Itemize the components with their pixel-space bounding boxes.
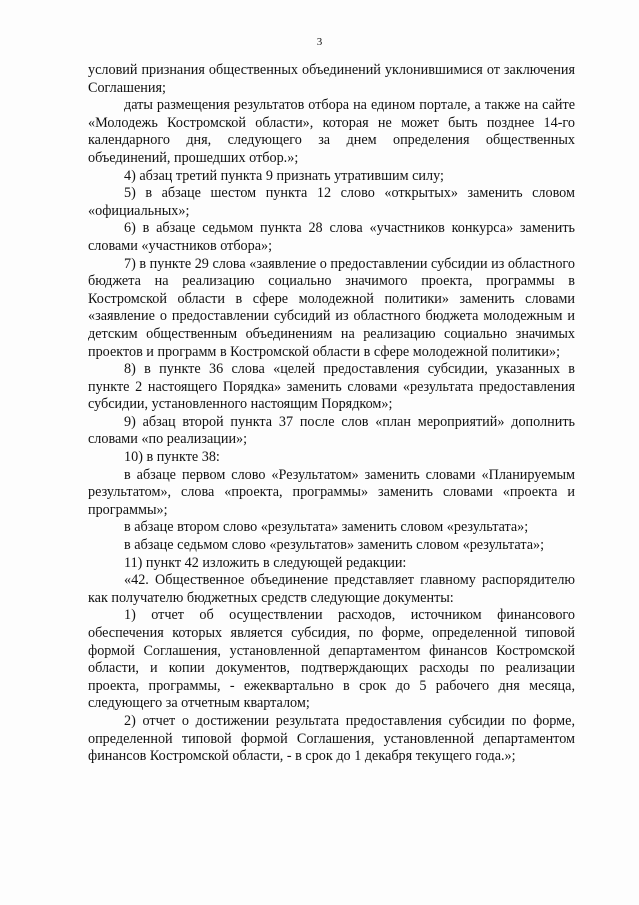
paragraph: 4) абзац третий пункта 9 признать утратившим силу; bbox=[124, 167, 444, 184]
paragraph: в абзаце седьмом слово «результатов» заменить словом «результата»; bbox=[124, 537, 545, 554]
paragraph: в абзаце втором слово «результата» заменить словом «результата»; bbox=[124, 519, 529, 536]
paragraph: 9) абзац второй пункта 37 после слов «план мероприятий» дополнить словами «по реализации»; bbox=[88, 413, 575, 448]
paragraph: 11) пункт 42 изложить в следующей редакции: bbox=[124, 554, 407, 571]
paragraph: даты размещения результатов отбора на едином портале, а также на сайте «Молодежь Костромской области», которая не может быть позднее 14-го календарного дня, следующего за днем определения общественных объединений, прошедших отбор.»; bbox=[88, 97, 575, 166]
paragraph: 1) отчет об осуществлении расходов, источником финансового обеспечения которых является субсидия, по форме, определенной типовой формой Соглашения, установленной департаментом финансов Костромской области, и копии документов, подтверждающих расходы по реализации проекта, программы, - ежеквартально в срок до 5 рабочего дня месяца, следующего за отчетным кварталом; bbox=[88, 607, 575, 712]
paragraph: 5) в абзаце шестом пункта 12 слово «открытых» заменить словом «официальных»; bbox=[88, 185, 575, 219]
document-body bbox=[88, 62, 575, 766]
paragraph: 6) в абзаце седьмом пункта 28 слова «участников конкурса» заменить словами «участников отбора»; bbox=[88, 220, 575, 254]
paragraph: 8) в пункте 36 слова «целей предоставления субсидии, указанных в пункте 2 настоящего Порядка» заменить словами «результата предоставления субсидии, установленного настоящим Порядком»; bbox=[88, 361, 575, 413]
paragraph: условий признания общественных объединений уклонившимися от заключения Соглашения; bbox=[88, 62, 575, 96]
paragraph: 7) в пункте 29 слова «заявление о предоставлении субсидии из областного бюджета на реализацию социально значимого проекта, программы в Костромской области в сфере молодежной политики» заменить словами «заявление о предоставлении субсидий из областного бюджета молодежным и детским общественным объединениям на реализацию социально значимых проектов и программ в Костромской области в сфере молодежной политики»; bbox=[88, 255, 575, 360]
paragraph: 2) отчет о достижении результата предоставления субсидии по форме, определенной типовой формой Соглашения, установленной департаментом финансов Костромской области, - в срок до 1 декабря текущего года.»; bbox=[88, 712, 575, 765]
paragraph: в абзаце первом слово «Результатом» заменить словами «Планируемым результатом», слова «проекта, программы» заменить словами «проекта и программы»; bbox=[88, 466, 575, 518]
paragraph: «42. Общественное объединение представляет главному распорядителю как получателю бюджетных средств следующие документы: bbox=[88, 572, 575, 606]
page-number: 3 bbox=[316, 36, 323, 48]
paragraph: 10) в пункте 38: bbox=[124, 449, 220, 466]
